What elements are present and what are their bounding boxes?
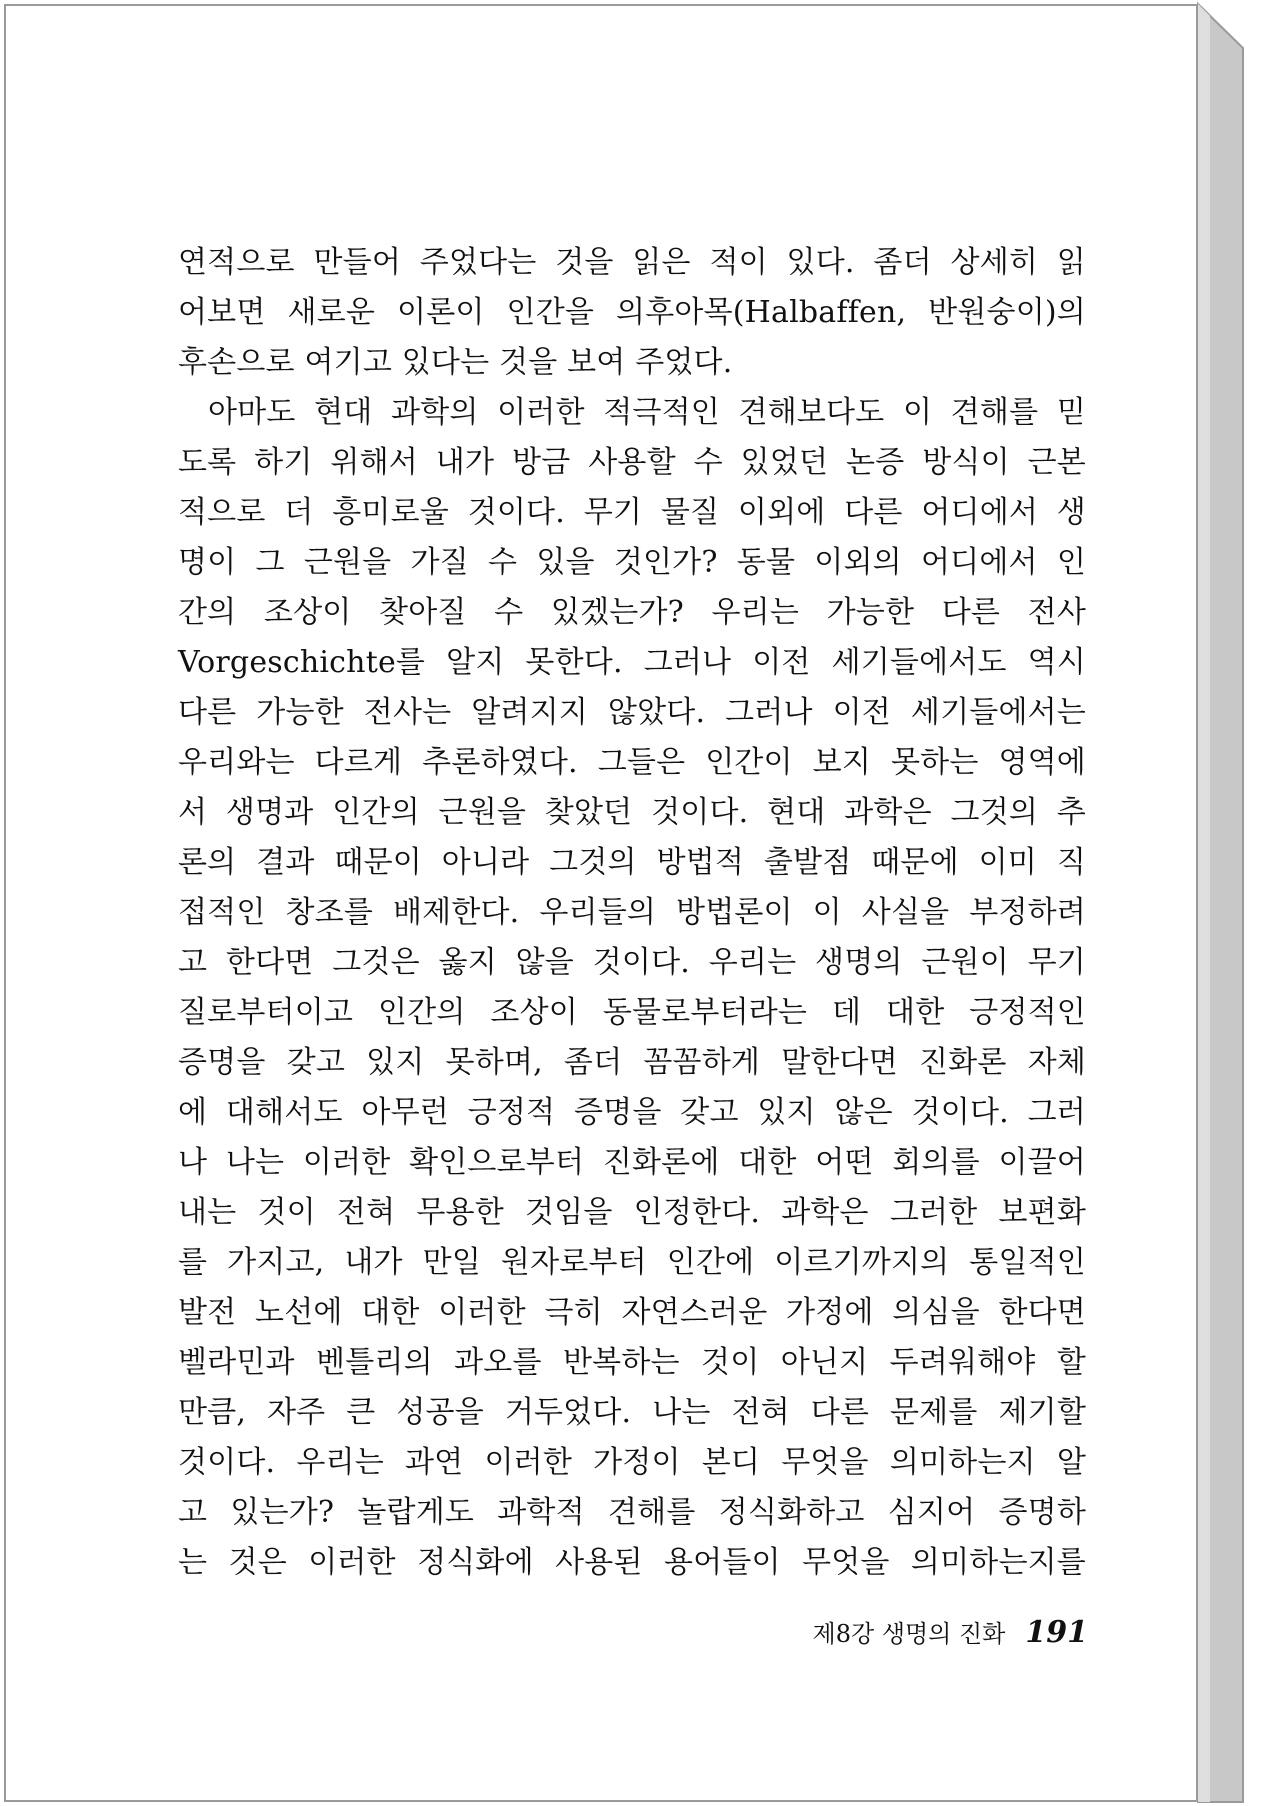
text-line: 고 한다면 그것은 옳지 않을 것이다. 우리는 생명의 근원이 무기	[178, 945, 1086, 980]
text-line: 만큼, 자주 큰 성공을 거두었다. 나는 전혀 다른 문제를 제기할	[178, 1395, 1086, 1430]
text-line: 는 것은 이러한 정식화에 사용된 용어들이 무엇을 의미하는지를	[178, 1545, 1086, 1580]
page-number: 191	[1025, 1615, 1088, 1650]
page-edge-graphic	[1198, 4, 1278, 1802]
text-line: 에 대해서도 아무런 긍정적 증명을 갖고 있지 않은 것이다. 그러	[178, 1095, 1086, 1130]
text-line: 아마도 현대 과학의 이러한 적극적인 견해보다도 이 견해를 믿	[208, 395, 1086, 430]
text-line: 벨라민과 벤틀리의 과오를 반복하는 것이 아닌지 두려워해야 할	[178, 1345, 1086, 1380]
body-text	[178, 238, 1086, 1588]
text-line: 간의 조상이 찾아질 수 있겠는가? 우리는 가능한 다른 전사	[178, 595, 1086, 630]
text-line: 다른 가능한 전사는 알려지지 않았다. 그러나 이전 세기들에서는	[178, 695, 1086, 730]
text-line: 론의 결과 때문이 아니라 그것의 방법적 출발점 때문에 이미 직	[178, 845, 1086, 880]
page-footer	[738, 1614, 1088, 1658]
text-line: 연적으로 만들어 주었다는 것을 읽은 적이 있다. 좀더 상세히 읽	[178, 245, 1086, 280]
text-line: 를 가지고, 내가 만일 원자로부터 인간에 이르기까지의 통일적인	[178, 1245, 1086, 1280]
text-line: 명이 그 근원을 가질 수 있을 것인가? 동물 이외의 어디에서 인	[178, 545, 1086, 580]
text-line: 질로부터이고 인간의 조상이 동물로부터라는 데 대한 긍정적인	[178, 995, 1086, 1030]
text-line: 고 있는가? 놀랍게도 과학적 견해를 정식화하고 심지어 증명하	[178, 1495, 1086, 1530]
text-line: 적으로 더 흥미로울 것이다. 무기 물질 이외에 다른 어디에서 생	[178, 495, 1086, 530]
text-line: 후손으로 여기고 있다는 것을 보여 주었다.	[178, 345, 733, 380]
text-line: 어보면 새로운 이론이 인간을 의후아목(Halbaffen, 반원숭이)의	[178, 295, 1086, 330]
text-line: 우리와는 다르게 추론하였다. 그들은 인간이 보지 못하는 영역에	[178, 745, 1086, 780]
text-line: Vorgeschichte를 알지 못한다. 그러나 이전 세기들에서도 역시	[178, 645, 1086, 680]
text-line: 발전 노선에 대한 이러한 극히 자연스러운 가정에 의심을 한다면	[178, 1295, 1086, 1330]
text-line: 서 생명과 인간의 근원을 찾았던 것이다. 현대 과학은 그것의 추	[178, 795, 1086, 830]
text-line: 내는 것이 전혀 무용한 것임을 인정한다. 과학은 그러한 보편화	[178, 1195, 1086, 1230]
text-line: 증명을 갖고 있지 못하며, 좀더 꼼꼼하게 말한다면 진화론 자체	[178, 1045, 1086, 1080]
running-chapter-title: 제8강 생명의 진화	[812, 1620, 1006, 1648]
text-line: 도록 하기 위해서 내가 방금 사용할 수 있었던 논증 방식이 근본	[178, 445, 1086, 480]
text-line: 것이다. 우리는 과연 이러한 가정이 본디 무엇을 의미하는지 알	[178, 1445, 1086, 1480]
text-line: 접적인 창조를 배제한다. 우리들의 방법론이 이 사실을 부정하려	[178, 895, 1086, 930]
text-line: 나 나는 이러한 확인으로부터 진화론에 대한 어떤 회의를 이끌어	[178, 1145, 1086, 1180]
